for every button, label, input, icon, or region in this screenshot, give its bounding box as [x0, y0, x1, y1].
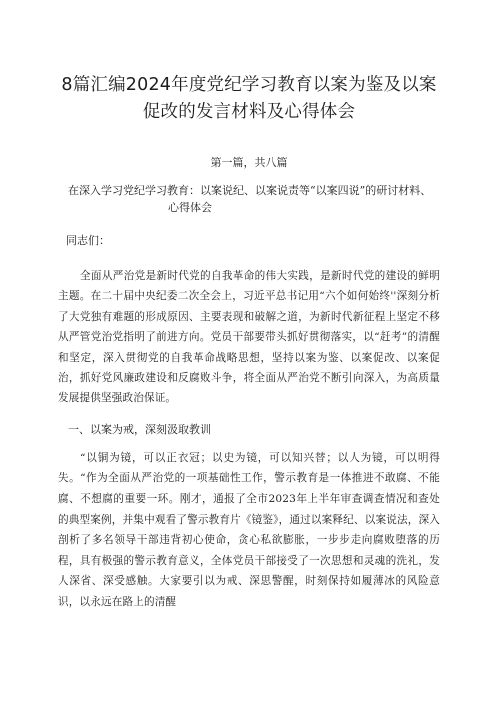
paragraph-2: “以铜为镜，可以正衣冠；以史为镜，可以知兴替；以人为镜，可以明得失。“作为全面从严治党的一项基础性工作，警示教育是一体推进不敢腐、不能腐、不想腐的重要一环。刚才，通报了全市2023年上半年审查调查情况和查处的典型案例，并集中观看了警示教育片《镜鉴》，通过以案释纪、以案说法，深入剖析了多名领导干部违背初心使命，贪心私欲膨胀，一步步走向腐败堕落的历程，具有极强的警示教育意义，全体党员干部接受了一次思想和灵魂的洗礼，发人深省、深受感触。大家要引以为戒、深思警醒，时刻保持如履薄冰的风险意识，以永远在路上的清醒 [58, 451, 440, 608]
topic-line-1: 在深入学习党纪学习教育：以案说纪、以案说责等“以案四说”的研讨材料、 [68, 184, 432, 197]
topic-line-2: 心得体会 [168, 201, 212, 214]
topic-line [68, 182, 440, 216]
paragraph-1: 全面从严治党是新时代党的自我革命的伟大实践，是新时代党的建设的鲜明主题。在二十届中央纪委二次全会上，习近平总书记用“六个如何始终''深刻分析了大党独有难题的形成原因、主要表现和破解之道，为新时代新征程上坚定不移从严管党治党指明了前进方向。党员干部要带头抓好贯彻落实，以“赶考”的清醒和坚定，深入贯彻党的自我革命战略思想，坚持以案为鉴、以案促改、以案促治，抓好党风廉政建设和反腐败斗争，将全面从严治党不断引向深入，为高质量发展提供坚强政治保证。 [58, 270, 440, 405]
salutation: 同志们： [66, 234, 110, 247]
section-heading-1: 一、以案为戒，深刻汲取教训 [68, 422, 211, 436]
document-subtitle: 第一篇，共八篇 [210, 156, 288, 169]
document-title: 8篇汇编2024年度党纪学习教育以案为鉴及以案促改的发言材料及心得体会 [61, 75, 437, 122]
